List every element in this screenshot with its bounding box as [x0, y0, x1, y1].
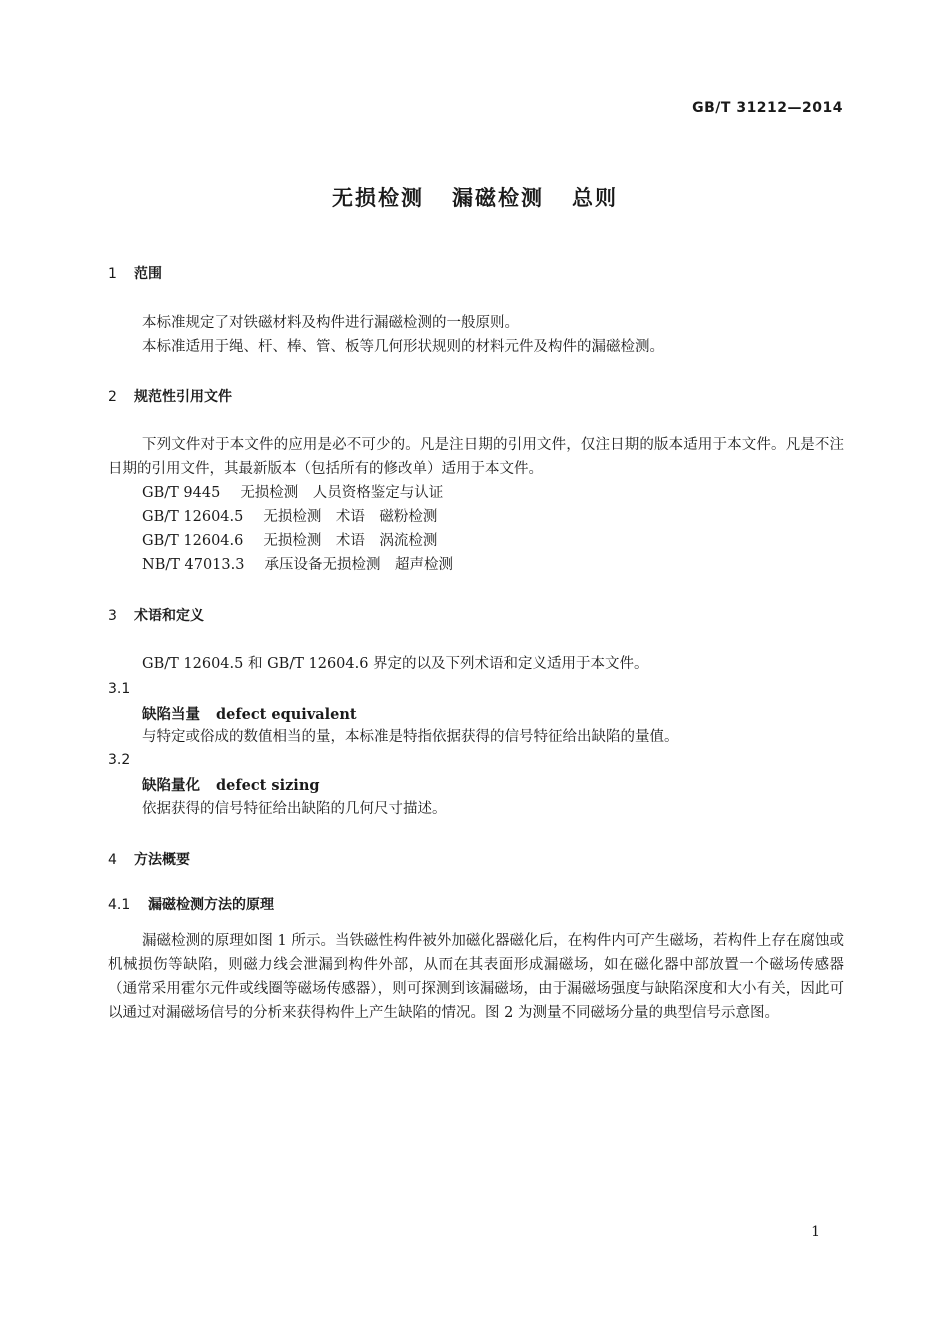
subsection-number: 4.1 [108, 897, 131, 913]
section-4-heading [108, 849, 190, 869]
section-1-line-2: 本标准适用于绳、杆、棒、管、板等几何形状规则的材料元件及构件的漏磁检测。 [142, 339, 664, 355]
subsection-title: 漏磁检测方法的原理 [148, 897, 274, 913]
section-title: 方法概要 [134, 852, 190, 868]
reference-title: 无损检测 术语 磁粉检测 [263, 509, 438, 525]
section-1-line-1: 本标准规定了对铁磁材料及构件进行漏磁检测的一般原则。 [142, 315, 519, 331]
reference-title: 无损检测 术语 涡流检测 [263, 533, 438, 549]
section-1-heading [108, 263, 162, 283]
section-number: 1 [108, 266, 117, 282]
term-en: defect sizing [216, 777, 320, 794]
section-2-intro: 下列文件对于本文件的应用是必不可少的。凡是注日期的引用文件，仅注日期的版本适用于本文件。凡是不注日期的引用文件，其最新版本（包括所有的修改单）适用于本文件。 [108, 437, 844, 477]
subsection-4-1-heading [108, 894, 274, 914]
section-number: 3 [108, 608, 117, 624]
reference-code: GB/T 12604.5 [142, 509, 244, 525]
reference-code: GB/T 9445 [142, 485, 221, 501]
term-number: 3.2 [108, 752, 131, 768]
title-part-2: 漏磁检测 [452, 186, 544, 210]
reference-code: GB/T 12604.6 [142, 533, 244, 549]
title-part-3: 总则 [572, 186, 618, 210]
term-heading [142, 774, 320, 795]
section-3-heading [108, 605, 204, 625]
section-title: 规范性引用文件 [134, 389, 232, 405]
section-title: 范围 [134, 266, 162, 282]
reference-item [142, 529, 437, 553]
subsection-4-1-text: 漏磁检测的原理如图 1 所示。当铁磁性构件被外加磁化器磁化后，在构件内可产生磁场，若构件上存在腐蚀或机械损伤等缺陷，则磁力线会泄漏到构件外部，从而在其表面形成漏磁场，如在磁化器中部放置一个磁场传感器（通常采用霍尔元件或线圈等磁场传感器），则可探测到该漏磁场，由于漏磁场强度与缺陷深度和大小有关，因此可以通过对漏磁场信号的分析来获得构件上产生缺陷的情况。图 2 为测量不同磁场分量的典型信号示意图。 [108, 933, 844, 1021]
term-zh: 缺陷量化 [142, 778, 200, 794]
document-title [0, 182, 950, 212]
term-zh: 缺陷当量 [142, 707, 200, 723]
term-definition: 与特定或俗成的数值相当的量，本标准是特指依据获得的信号特征给出缺陷的量值。 [142, 729, 679, 745]
reference-item [142, 505, 437, 529]
term-number: 3.1 [108, 681, 131, 697]
term-definition: 依据获得的信号特征给出缺陷的几何尺寸描述。 [142, 801, 447, 817]
section-3-intro: GB/T 12604.5 和 GB/T 12604.6 界定的以及下列术语和定义适用于本文件。 [142, 656, 649, 672]
standard-code: GB/T 31212—2014 [692, 100, 843, 116]
section-number: 2 [108, 389, 117, 405]
reference-title: 无损检测 人员资格鉴定与认证 [240, 485, 444, 501]
term-heading [142, 703, 357, 724]
reference-title: 承压设备无损检测 超声检测 [264, 557, 453, 573]
reference-code: NB/T 47013.3 [142, 557, 245, 573]
term-en: defect equivalent [216, 706, 357, 723]
section-number: 4 [108, 852, 117, 868]
section-title: 术语和定义 [134, 608, 204, 624]
title-part-1: 无损检测 [332, 186, 424, 210]
page-number: 1 [811, 1224, 820, 1240]
reference-item [142, 481, 443, 505]
section-2-heading [108, 386, 232, 406]
reference-item [142, 553, 453, 577]
